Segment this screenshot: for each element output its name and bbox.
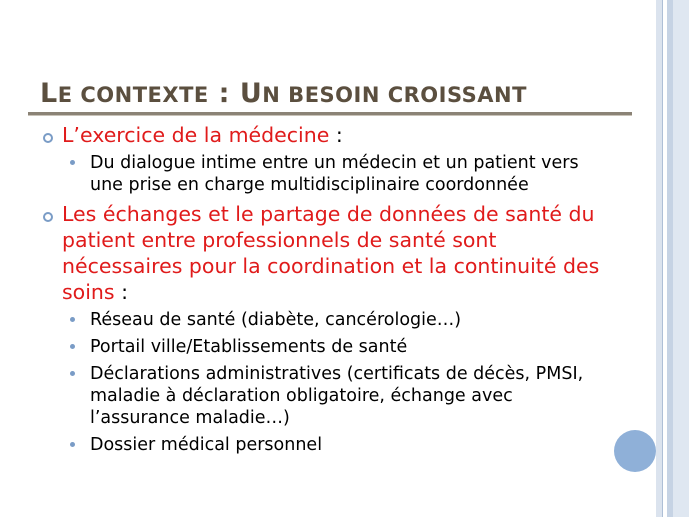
title-part-2: N BESOIN CROISSANT: [262, 83, 527, 107]
title-part-1: E CONTEXTE: [57, 83, 209, 107]
title-divider: [28, 112, 632, 116]
bullet-echanges-sublist: [62, 309, 612, 456]
bullet-exercice: [40, 122, 612, 196]
bullet-echanges-text: [62, 201, 612, 305]
title-colon: :: [208, 78, 240, 109]
bullet-exercice-text: [62, 122, 612, 148]
sub-item: [62, 363, 612, 429]
slide-body: [40, 122, 612, 461]
title-initial-l: L: [40, 78, 58, 109]
sub-item-text: Du dialogue intime entre un médecin et un patient vers une prise en charge multidisciplinaire coordonnée: [90, 153, 579, 195]
sub-item: [62, 336, 612, 358]
bullet-exercice-sublist: [62, 152, 612, 196]
slide-title: [40, 72, 527, 110]
ring-bullet-icon: [43, 212, 53, 222]
bullet-echanges-heading: Les échanges et le partage de données de santé du patient entre professionnels de santé sont nécessaires pour la coordination et la continuité des soins: [62, 202, 600, 304]
dot-bullet-icon: [70, 371, 75, 376]
sub-item-text: Portail ville/Etablissements de santé: [90, 337, 408, 357]
decor-circle: [614, 430, 656, 472]
sub-item-text: Réseau de santé (diabète, cancérologie…): [90, 310, 462, 330]
bullet-exercice-colon: :: [329, 123, 343, 147]
dot-bullet-icon: [70, 442, 75, 447]
decor-stripe: [673, 0, 689, 517]
dot-bullet-icon: [70, 317, 75, 322]
bullet-exercice-heading: L’exercice de la médecine: [62, 123, 330, 147]
sub-item-text: Dossier médical personnel: [90, 435, 323, 455]
title-initial-u: U: [239, 78, 263, 109]
ring-bullet-icon: [43, 133, 53, 143]
sub-item: [62, 152, 612, 196]
bullet-echanges-colon: :: [114, 280, 129, 304]
bullet-echanges: [40, 201, 612, 456]
dot-bullet-icon: [70, 160, 75, 165]
sub-item: [62, 434, 612, 456]
dot-bullet-icon: [70, 344, 75, 349]
sub-item-text: Déclarations administratives (certificats de décès, PMSI, maladie à déclaration obligatoire, échange avec l’assurance maladie…): [90, 364, 584, 428]
sub-item: [62, 309, 612, 331]
